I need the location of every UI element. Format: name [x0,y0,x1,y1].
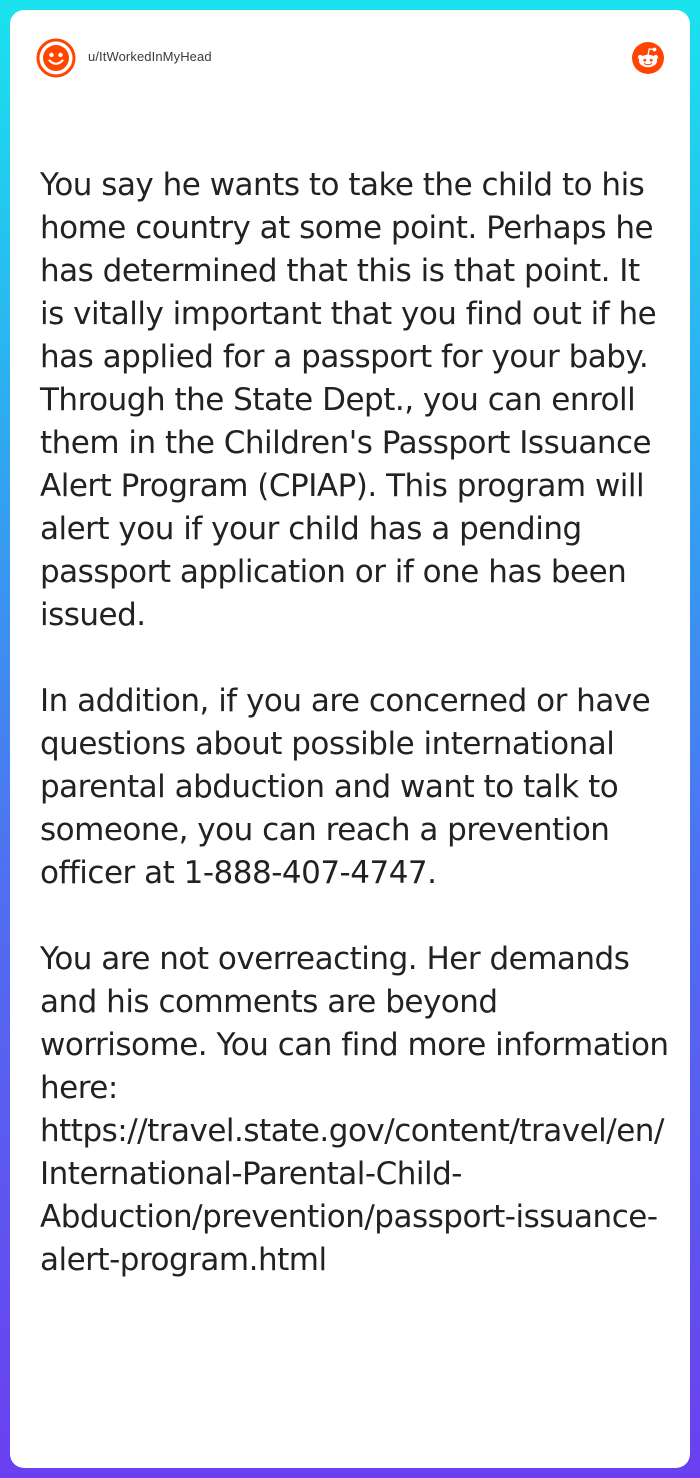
comment-paragraph-1: You say he wants to take the child to his home country at some point. Perhaps he has determined that this is that point. It is vitally important that you find out if he has applied for a passport for your baby. Through the State Dept., you can enroll them in the Children's Passport Issuance Alert Program (CPIAP). This program will alert you if your child has a pending passport application or if one has been issued. [40,167,657,633]
comment-paragraph-3: You are not overreacting. Her demands and his comments are beyond worrisome. You can find more information here: https://travel.state.gov/content/travel/en/International-Parental-Child-Abduction/prevention/passport-issuance-alert-program.html [40,941,669,1278]
comment-card [10,10,690,1468]
comment-header [36,38,664,78]
username[interactable]: u/ItWorkedInMyHead [88,49,212,64]
reddit-logo-icon [632,42,664,74]
comment-paragraph-2: In addition, if you are concerned or have questions about possible international parental abduction and want to talk to someone, you can reach a prevention officer at 1-888-407-4747. [40,683,651,891]
comment-body [40,164,670,1325]
smiley-face-icon[interactable] [36,38,76,78]
